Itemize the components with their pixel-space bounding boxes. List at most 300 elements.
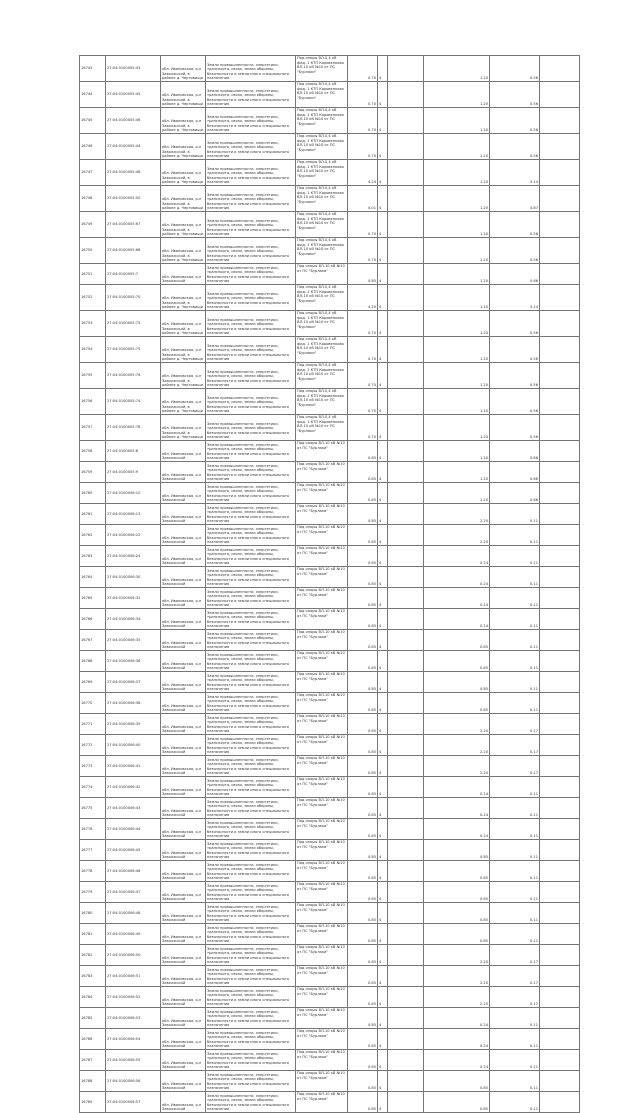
land-category-text: Земли промышленности, энергетики, транспорта, связи, земли обороны, безопасности и земли иного специального назначения <box>207 114 289 133</box>
tax-amount <box>490 134 540 160</box>
cadastral-number-text: 27:04:0100006:44 <box>107 826 141 831</box>
cadastral-number-text: 27:04:0100006:42 <box>107 784 141 789</box>
parcel-address <box>161 337 206 363</box>
parcel-area-text: 0.85 <box>367 1002 376 1007</box>
parcel-id-text: 16765 <box>81 595 93 600</box>
tax-rate <box>424 735 490 756</box>
parcel-purpose <box>296 840 348 861</box>
tax-rate <box>424 212 490 238</box>
empty-cell <box>540 483 580 504</box>
cadastral-number-text: 27:04:0100006:53 <box>107 1015 141 1020</box>
land-category <box>206 108 296 134</box>
table-row <box>80 238 580 264</box>
tax-amount-text: 0.56 <box>529 76 538 81</box>
tax-amount <box>490 987 540 1008</box>
parcel-area <box>348 389 378 415</box>
tax-rate <box>424 567 490 588</box>
land-category <box>206 756 296 777</box>
unit-code-text: 4 <box>379 357 382 362</box>
parcel-id <box>80 672 106 693</box>
unit-code <box>378 609 388 630</box>
empty-cell <box>540 546 580 567</box>
parcel-address-text: обл. Ивановская, р-н Заволжский <box>162 766 202 776</box>
parcel-id-text: 16760 <box>81 490 93 495</box>
parcel-address-text: обл. Ивановская, р-н Заволжский, в районе д. Чертовищи <box>162 400 203 414</box>
cadastral-number <box>106 1071 161 1092</box>
parcel-id-text: 16788 <box>81 1078 93 1083</box>
tax-rate-text: 1.20 <box>479 76 488 81</box>
tax-rate <box>424 714 490 735</box>
land-category-text: Земли промышленности, энергетики, транспорта, связи, земли обороны, безопасности и земли иного специального назначения <box>207 757 289 776</box>
land-category <box>206 840 296 861</box>
parcel-address <box>161 651 206 672</box>
parcel-address-text: обл. Ивановская, р-н Заволжский <box>162 1060 202 1070</box>
cadastral-number-text: 27:04:0100005:78 <box>107 425 141 430</box>
parcel-area-text: 0.85 <box>367 876 376 881</box>
tax-rate <box>424 777 490 798</box>
cadastral-number-text: 27:04:0100006:13 <box>107 511 141 516</box>
unit-code <box>378 1050 388 1071</box>
parcel-purpose <box>296 389 348 415</box>
parcel-area <box>348 415 378 441</box>
tax-rate-text: 2.20 <box>479 729 488 734</box>
parcel-area <box>348 735 378 756</box>
tax-amount-text: 0.11 <box>529 603 538 608</box>
empty-cell <box>388 1008 424 1029</box>
empty-cell <box>388 609 424 630</box>
tax-amount <box>490 693 540 714</box>
parcel-purpose-text: Под опоры ВЛ-10 кВ №10 от ПС "Бурлаки" <box>297 1029 345 1038</box>
unit-code-text: 4 <box>379 918 382 923</box>
parcel-purpose <box>296 441 348 462</box>
parcel-id-text: 16769 <box>81 679 93 684</box>
tax-amount-text: 0.11 <box>529 792 538 797</box>
unit-code <box>378 160 388 186</box>
land-category-text: Земли промышленности, энергетики, транспорта, связи, земли обороны, безопасности и земли иного специального назначения <box>207 265 289 284</box>
parcel-address <box>161 609 206 630</box>
unit-code <box>378 1008 388 1029</box>
tax-amount <box>490 504 540 525</box>
unit-code <box>378 945 388 966</box>
parcel-area <box>348 285 378 311</box>
cadastral-number-text: 27:04:0100006:49 <box>107 931 141 936</box>
parcel-id <box>80 415 106 441</box>
tax-rate-text: 0.85 <box>479 897 488 902</box>
unit-code-text: 4 <box>379 435 382 440</box>
parcel-address-text: обл. Ивановская, р-н Заволжский <box>162 1102 202 1112</box>
unit-code <box>378 567 388 588</box>
parcel-purpose <box>296 160 348 186</box>
tax-amount-text: 0.11 <box>529 540 538 545</box>
tax-rate <box>424 462 490 483</box>
cadastral-number <box>106 441 161 462</box>
empty-cell <box>388 108 424 134</box>
parcel-id-text: 16764 <box>81 574 93 579</box>
empty-cell <box>540 777 580 798</box>
parcel-id <box>80 363 106 389</box>
parcel-address-text: обл. Ивановская, р-н Заволжский, в районе д. Чертовищи <box>162 322 203 336</box>
tax-amount <box>490 441 540 462</box>
unit-code-text: 4 <box>379 180 382 185</box>
empty-cell <box>540 441 580 462</box>
parcel-purpose-text: Под опоры ВЛ-10 кВ №10 от ПС "Бурлаки" <box>297 1008 345 1017</box>
empty-cell <box>388 588 424 609</box>
parcel-area-text: 0.85 <box>367 960 376 965</box>
tax-amount-text: 0.66 <box>529 279 538 284</box>
tax-rate-text: 0.85 <box>479 1086 488 1091</box>
table-row <box>80 441 580 462</box>
unit-code-text: 4 <box>379 102 382 107</box>
land-parcel-table <box>79 55 580 1113</box>
empty-cell <box>540 363 580 389</box>
parcel-address-text: обл. Ивановская, р-н Заволжский <box>162 892 202 902</box>
cadastral-number-text: 27:04:0100006:52 <box>107 994 141 999</box>
tax-amount-text: 0.11 <box>529 834 538 839</box>
parcel-id-text: 16748 <box>81 196 93 201</box>
parcel-id-text: 16750 <box>81 248 93 253</box>
cadastral-number <box>106 285 161 311</box>
land-category <box>206 82 296 108</box>
tax-amount <box>490 903 540 924</box>
parcel-area <box>348 186 378 212</box>
cadastral-number <box>106 714 161 735</box>
tax-rate-text: 0.85 <box>479 918 488 923</box>
parcel-id-text: 16744 <box>81 92 93 97</box>
unit-code-text: 4 <box>379 331 382 336</box>
parcel-id <box>80 1092 106 1113</box>
parcel-id <box>80 1071 106 1092</box>
tax-rate-text: 2.20 <box>479 960 488 965</box>
land-category-text: Земли промышленности, энергетики, транспорта, связи, земли обороны, безопасности и земли иного специального назначения <box>207 526 289 545</box>
parcel-id <box>80 630 106 651</box>
parcel-purpose <box>296 82 348 108</box>
parcel-address <box>161 987 206 1008</box>
cadastral-number <box>106 389 161 415</box>
parcel-id <box>80 735 106 756</box>
parcel-area-text: 0.85 <box>367 477 376 482</box>
table-row <box>80 462 580 483</box>
land-category-text: Земли промышленности, энергетики, транспорта, связи, земли обороны, безопасности и земли иного специального назначения <box>207 140 289 159</box>
empty-cell <box>540 798 580 819</box>
empty-cell <box>388 1029 424 1050</box>
parcel-id <box>80 777 106 798</box>
tax-amount-text: 0.56 <box>529 258 538 263</box>
tax-rate-text: 1.20 <box>479 232 488 237</box>
unit-code-text: 4 <box>379 855 382 860</box>
parcel-purpose <box>296 134 348 160</box>
unit-code-text: 4 <box>379 154 382 159</box>
tax-amount <box>490 714 540 735</box>
parcel-area <box>348 1050 378 1071</box>
parcel-address <box>161 1008 206 1029</box>
unit-code <box>378 1092 388 1113</box>
empty-cell <box>388 966 424 987</box>
parcel-purpose-text: Под опоры ВЛ-0,4 кВ фид. 1 КТП Коровенково ВЛ-10 кВ №10 от ПС "Бурлаки" <box>297 134 344 152</box>
parcel-address <box>161 819 206 840</box>
land-category-text: Земли промышленности, энергетики, транспорта, связи, земли обороны, безопасности и земли иного специального назначения <box>207 317 289 336</box>
empty-cell <box>540 56 580 82</box>
cadastral-number <box>106 882 161 903</box>
parcel-address <box>161 389 206 415</box>
parcel-address <box>161 945 206 966</box>
unit-code-text: 4 <box>379 666 382 671</box>
parcel-area <box>348 756 378 777</box>
parcel-area <box>348 714 378 735</box>
parcel-address-text: обл. Ивановская, р-н Заволжский <box>162 703 202 713</box>
parcel-id-text: 16751 <box>81 271 93 276</box>
parcel-address <box>161 415 206 441</box>
empty-cell <box>388 311 424 337</box>
parcel-purpose-text: Под опоры ВЛ-10 кВ №10 от ПС "Бурлаки" <box>297 1092 345 1101</box>
table-row <box>80 966 580 987</box>
empty-cell <box>540 966 580 987</box>
unit-code <box>378 756 388 777</box>
parcel-purpose <box>296 108 348 134</box>
parcel-purpose-text: Под опоры ВЛ-0,4 кВ фид. 1 КТП Коровенково ВЛ-10 кВ №10 от ПС "Бурлаки" <box>297 56 344 74</box>
parcel-purpose <box>296 525 348 546</box>
parcel-purpose-text: Под опоры ВЛ-10 кВ №10 от ПС "Бурлаки" <box>297 651 345 660</box>
empty-cell <box>388 1092 424 1113</box>
empty-cell <box>388 337 424 363</box>
land-category <box>206 987 296 1008</box>
parcel-area-text: 0.70 <box>367 383 376 388</box>
parcel-id <box>80 861 106 882</box>
unit-code-text: 4 <box>379 477 382 482</box>
land-category <box>206 525 296 546</box>
parcel-address-text: обл. Ивановская, р-н Заволжский <box>162 808 202 818</box>
empty-cell <box>388 160 424 186</box>
land-category <box>206 1008 296 1029</box>
parcel-address-text: обл. Ивановская, р-н Заволжский <box>162 493 202 503</box>
cadastral-number-text: 27:04:0100006:34 <box>107 616 141 621</box>
parcel-id <box>80 238 106 264</box>
land-category <box>206 134 296 160</box>
parcel-id <box>80 1008 106 1029</box>
parcel-purpose <box>296 415 348 441</box>
parcel-id <box>80 924 106 945</box>
table-row <box>80 945 580 966</box>
unit-code <box>378 714 388 735</box>
parcel-id-text: 16780 <box>81 910 93 915</box>
parcel-area-text: 0.85 <box>367 855 376 860</box>
cadastral-number-text: 27:04:0100006:36 <box>107 658 141 663</box>
parcel-id <box>80 311 106 337</box>
unit-code <box>378 212 388 238</box>
tax-amount <box>490 82 540 108</box>
parcel-area-text: 4.24 <box>367 180 376 185</box>
tax-rate-text: 1.20 <box>479 383 488 388</box>
parcel-purpose <box>296 186 348 212</box>
parcel-id <box>80 693 106 714</box>
cadastral-number <box>106 264 161 285</box>
land-category <box>206 285 296 311</box>
unit-code-text: 4 <box>379 1065 382 1070</box>
parcel-id <box>80 264 106 285</box>
tax-amount <box>490 672 540 693</box>
land-category-text: Земли промышленности, энергетики, транспорта, связи, земли обороны, безопасности и земли иного специального назначения <box>207 1030 289 1049</box>
unit-code <box>378 693 388 714</box>
table-row <box>80 672 580 693</box>
parcel-address-text: обл. Ивановская, р-н Заволжский, в районе д. Чертовищи <box>162 348 203 362</box>
parcel-address <box>161 840 206 861</box>
cadastral-number-text: 27:04:0100006:54 <box>107 1036 141 1041</box>
tax-rate-text: 2.20 <box>479 771 488 776</box>
parcel-address-text: обл. Ивановская, р-н Заволжский <box>162 451 202 461</box>
table-row <box>80 363 580 389</box>
tax-rate <box>424 56 490 82</box>
tax-rate-text: 1.20 <box>479 456 488 461</box>
empty-cell <box>388 924 424 945</box>
empty-cell <box>540 108 580 134</box>
cadastral-number-text: 27:04:0100006:10 <box>107 490 141 495</box>
unit-code-text: 4 <box>379 258 382 263</box>
table-row <box>80 415 580 441</box>
tax-rate-text: 0.24 <box>479 603 488 608</box>
parcel-area <box>348 363 378 389</box>
parcel-id-text: 16761 <box>81 511 93 516</box>
tax-amount-text: 0.11 <box>529 939 538 944</box>
parcel-purpose <box>296 756 348 777</box>
parcel-area-text: 0.70 <box>367 357 376 362</box>
parcel-purpose-text: Под опоры ВЛ-10 кВ №10 от ПС "Бурлаки" <box>297 546 345 555</box>
unit-code-text: 4 <box>379 305 382 310</box>
unit-code-text: 4 <box>379 771 382 776</box>
cadastral-number-text: 27:04:0100006:46 <box>107 868 141 873</box>
table-row <box>80 714 580 735</box>
tax-amount <box>490 285 540 311</box>
cadastral-number <box>106 311 161 337</box>
cadastral-number-text: 27:04:0100005:74 <box>107 399 141 404</box>
cadastral-number <box>106 630 161 651</box>
empty-cell <box>388 212 424 238</box>
parcel-purpose <box>296 1092 348 1113</box>
empty-cell <box>388 504 424 525</box>
table-row <box>80 735 580 756</box>
tax-amount <box>490 798 540 819</box>
land-category <box>206 861 296 882</box>
unit-code-text: 4 <box>379 750 382 755</box>
parcel-id <box>80 285 106 311</box>
land-category <box>206 415 296 441</box>
table-row <box>80 903 580 924</box>
parcel-area-text: 0.85 <box>367 603 376 608</box>
tax-amount-text: 4.87 <box>529 206 538 211</box>
cadastral-number <box>106 363 161 389</box>
parcel-id <box>80 186 106 212</box>
unit-code-text: 4 <box>379 540 382 545</box>
tax-rate <box>424 160 490 186</box>
unit-code <box>378 987 388 1008</box>
cadastral-number-text: 27:04:0100006:45 <box>107 847 141 852</box>
parcel-area <box>348 672 378 693</box>
tax-amount-text: 5.14 <box>529 180 538 185</box>
parcel-purpose-text: Под опоры ВЛ-10 кВ №10 от ПС "Бурлаки" <box>297 987 345 996</box>
parcel-id <box>80 389 106 415</box>
cadastral-number-text: 27:04:0100005:76 <box>107 373 141 378</box>
cadastral-number-text: 27:04:0100005:67 <box>107 222 141 227</box>
parcel-area <box>348 987 378 1008</box>
land-category <box>206 546 296 567</box>
parcel-purpose-text: Под опоры ВЛ-0,4 кВ фид. 1 КТП Коровенково ВЛ-10 кВ №10 от ПС "Бурлаки" <box>297 212 344 230</box>
parcel-address-text: обл. Ивановская, р-н Заволжский <box>162 787 202 797</box>
parcel-address-text: обл. Ивановская, р-н Заволжский <box>162 619 202 629</box>
parcel-address-text: обл. Ивановская, р-н Заволжский, в районе д. Чертовищи <box>162 93 203 107</box>
tax-rate-text: 0.85 <box>479 1107 488 1112</box>
parcel-area-text: 0.85 <box>367 1086 376 1091</box>
parcel-id <box>80 441 106 462</box>
tax-amount-text: 0.17 <box>529 729 538 734</box>
tax-rate <box>424 415 490 441</box>
parcel-id-text: 16772 <box>81 742 93 747</box>
parcel-area-text: 0.70 <box>367 76 376 81</box>
table-row <box>80 1050 580 1071</box>
parcel-address-text: обл. Ивановская, р-н Заволжский <box>162 850 202 860</box>
table-row <box>80 160 580 186</box>
parcel-purpose-text: Под опоры ВЛ-0,4 кВ фид. 1 КТП Коровенково ВЛ-10 кВ №10 от ПС "Бурлаки" <box>297 186 344 204</box>
land-category <box>206 882 296 903</box>
cadastral-number <box>106 483 161 504</box>
empty-cell <box>540 987 580 1008</box>
cadastral-number <box>106 777 161 798</box>
cadastral-number <box>106 1029 161 1050</box>
table-row <box>80 588 580 609</box>
unit-code-text: 4 <box>379 960 382 965</box>
tax-amount-text: 0.17 <box>529 750 538 755</box>
empty-cell <box>540 264 580 285</box>
land-category-text: Земли промышленности, энергетики, транспорта, связи, земли обороны, безопасности и земли иного специального назначения <box>207 547 289 566</box>
parcel-area <box>348 966 378 987</box>
unit-code-text: 4 <box>379 279 382 284</box>
parcel-area-text: 0.70 <box>367 258 376 263</box>
parcel-purpose <box>296 1008 348 1029</box>
parcel-address <box>161 756 206 777</box>
parcel-address-text: обл. Ивановская, р-н Заволжский <box>162 682 202 692</box>
parcel-area <box>348 588 378 609</box>
empty-cell <box>388 525 424 546</box>
tax-amount <box>490 415 540 441</box>
parcel-address-text: обл. Ивановская, р-н Заволжский <box>162 577 202 587</box>
tax-rate <box>424 672 490 693</box>
parcel-id <box>80 546 106 567</box>
cadastral-number-text: 27:04:0100005:44 <box>107 144 141 149</box>
empty-cell <box>388 945 424 966</box>
tax-rate-text: 0.24 <box>479 1023 488 1028</box>
unit-code-text: 4 <box>379 645 382 650</box>
parcel-id-text: 16785 <box>81 1015 93 1020</box>
parcel-area <box>348 238 378 264</box>
land-category <box>206 462 296 483</box>
empty-cell <box>388 819 424 840</box>
tax-amount-text: 0.11 <box>529 666 538 671</box>
tax-amount-text: 0.11 <box>529 1086 538 1091</box>
unit-code <box>378 285 388 311</box>
parcel-purpose-text: Под опоры ВЛ-0,4 кВ фид. 1 КТП Коровенково ВЛ-10 кВ №10 от ПС "Бурлаки" <box>297 389 344 407</box>
empty-cell <box>388 285 424 311</box>
land-category-text: Земли промышленности, энергетики, транспорта, связи, земли обороны, безопасности и земли иного специального назначения <box>207 883 289 902</box>
tax-amount-text: 0.11 <box>529 1044 538 1049</box>
parcel-address-text: обл. Ивановская, р-н Заволжский, в районе д. Чертовищи <box>162 67 203 81</box>
empty-cell <box>540 1008 580 1029</box>
parcel-id-text: 16775 <box>81 805 93 810</box>
parcel-area-text: 0.70 <box>367 331 376 336</box>
tax-amount <box>490 756 540 777</box>
cadastral-number-text: 27:04:0100006:48 <box>107 910 141 915</box>
parcel-address <box>161 462 206 483</box>
land-category <box>206 483 296 504</box>
empty-cell <box>388 756 424 777</box>
parcel-area <box>348 546 378 567</box>
parcel-address <box>161 264 206 285</box>
